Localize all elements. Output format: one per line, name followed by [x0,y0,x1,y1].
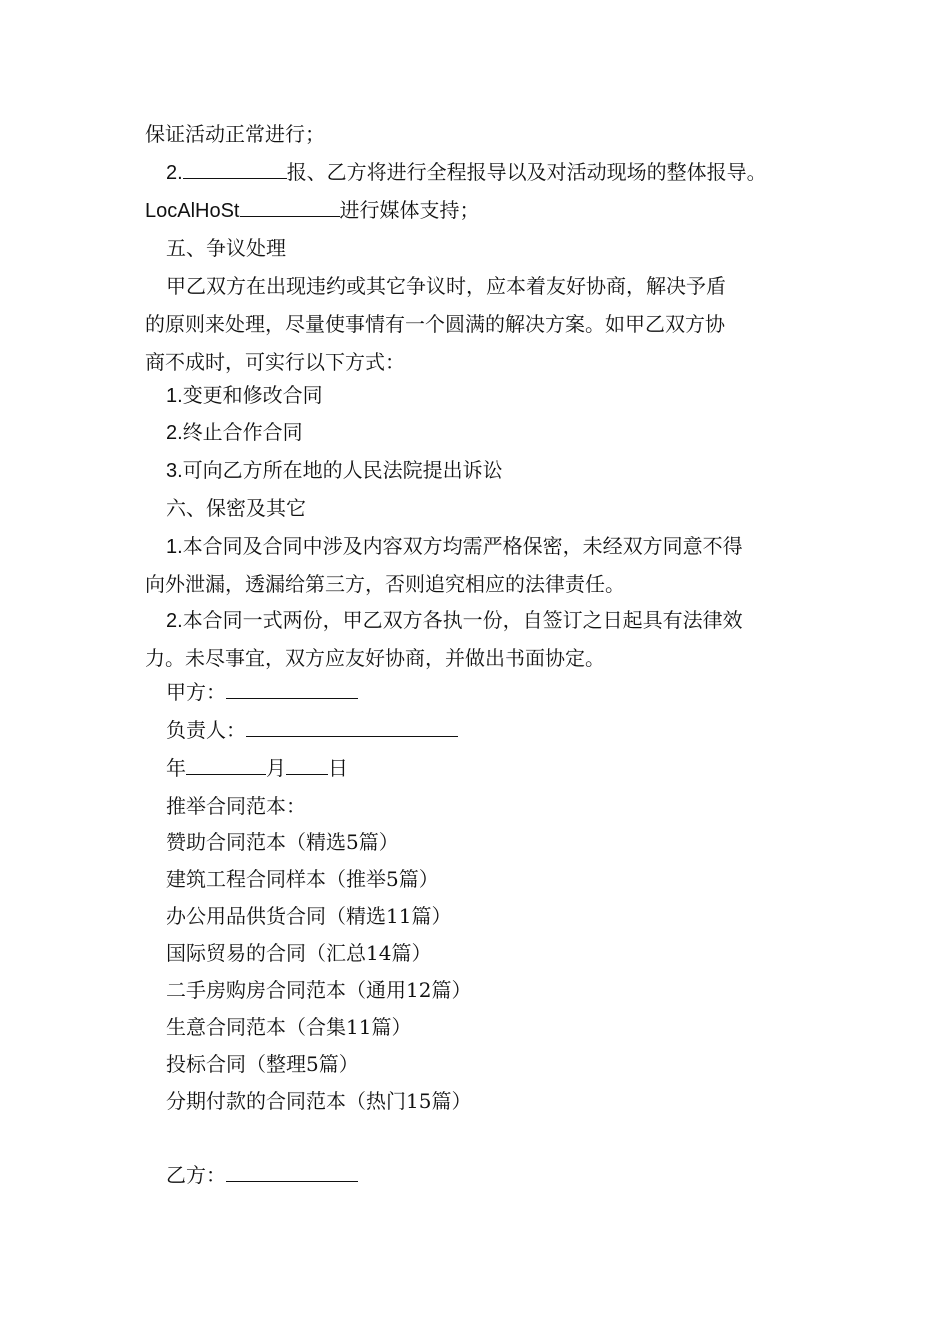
list-item [166,418,303,447]
list-number: 2. [166,610,183,632]
line-text: 力。未尽事宜，双方应友好协商，并做出书面协定。 [145,646,605,670]
party-b-signature [166,1161,358,1189]
line-text: 终止合作合同 [182,420,303,444]
line-text: 报、乙方将进行全程报导以及对活动现场的整体报导。 [286,160,767,184]
paragraph-line [145,348,405,376]
line-text: 进行媒体支持； [339,198,480,222]
host-text: LocAlHoSt [145,200,240,222]
paragraph-line [145,644,605,672]
line-text: 五、争议处理 [166,236,286,260]
fill-blank [183,160,287,179]
recommend-link-text: 建筑工程合同样本（推举5篇） [166,867,439,891]
list-number: 1. [166,385,183,407]
list-item [166,606,743,635]
recommend-heading [166,792,306,820]
recommend-link[interactable] [166,828,399,856]
recommend-link-text: 投标合同（整理5篇） [166,1052,359,1076]
day-label: 日 [328,756,348,780]
recommend-link[interactable] [166,939,431,967]
line-text: 商不成时，可实行以下方式： [145,350,405,374]
recommend-link[interactable] [166,1050,359,1078]
year-blank [186,756,266,775]
line-text: 可向乙方所在地的人民法院提出诉讼 [182,458,503,482]
recommend-link-text: 国际贸易的合同（汇总14篇） [166,941,432,965]
list-number: 3. [166,460,183,482]
list-number: 2. [166,162,183,184]
recommend-link[interactable] [166,1013,411,1041]
year-label: 年 [166,756,186,780]
recommend-link-text: 赞助合同范本（精选5篇） [166,830,399,854]
line-text: 推举合同范本： [166,794,306,818]
line-text: 变更和修改合同 [182,383,323,407]
recommend-link-text: 办公用品供货合同（精选11篇） [166,904,452,928]
recommend-link[interactable] [166,1087,471,1115]
party-a-blank [226,680,358,699]
recommend-link[interactable] [166,902,451,930]
party-a-label: 甲方： [166,680,226,704]
recommend-link-text: 二手房购房合同范本（通用12篇） [166,978,472,1002]
line-text: 六、保密及其它 [166,496,306,520]
party-a-signature [166,678,358,706]
paragraph-line [145,310,725,338]
paragraph-line [166,272,726,300]
line-text: 甲乙双方在出现违约或其它争议时，应本着友好协商，解决予盾 [166,274,726,298]
line-text: 保证活动正常进行； [145,122,325,146]
date-line [166,754,348,782]
section-heading [166,494,306,522]
list-item [166,456,503,485]
paragraph-line [145,120,325,148]
party-b-blank [226,1163,358,1182]
responsible-signature [166,716,458,744]
list-item [166,532,743,561]
list-item [166,381,323,410]
responsible-blank [246,718,458,737]
party-b-label: 乙方： [166,1163,226,1187]
recommend-link[interactable] [166,976,471,1004]
month-label: 月 [266,756,286,780]
list-number: 1. [166,536,183,558]
paragraph-line [166,158,767,187]
recommend-link[interactable] [166,865,439,893]
line-text: 的原则来处理，尽量使事情有一个圆满的解决方案。如甲乙双方协 [145,312,725,336]
recommend-link-text: 生意合同范本（合集11篇） [166,1015,412,1039]
month-blank [286,756,328,775]
paragraph-line [145,570,625,598]
fill-blank [240,198,340,217]
paragraph-line [145,196,480,225]
line-text: 本合同一式两份，甲乙双方各执一份，自签订之日起具有法律效 [182,608,743,632]
responsible-label: 负责人： [166,718,246,742]
list-number: 2. [166,422,183,444]
section-heading [166,234,286,262]
line-text: 本合同及合同中涉及内容双方均需严格保密，未经双方同意不得 [182,534,743,558]
line-text: 向外泄漏，透漏给第三方，否则追究相应的法律责任。 [145,572,625,596]
recommend-link-text: 分期付款的合同范本（热门15篇） [166,1089,472,1113]
